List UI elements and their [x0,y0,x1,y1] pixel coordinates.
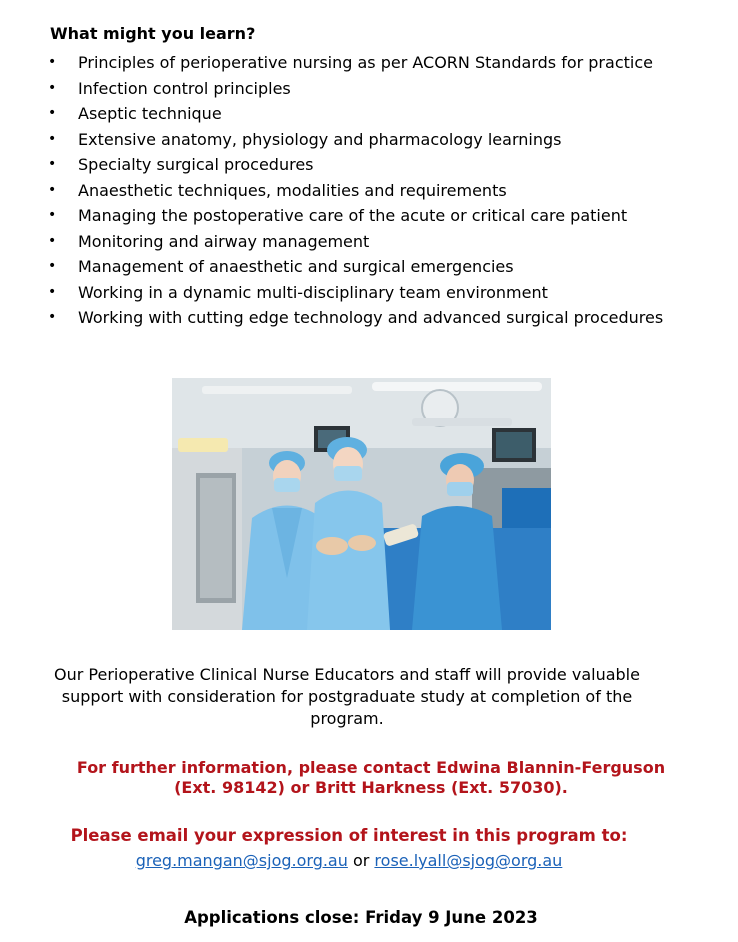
list-item [44,76,663,102]
list-item-text: Aseptic technique [78,104,222,123]
list-item-text: Monitoring and airway management [78,231,370,251]
learn-list [44,50,663,331]
bullet-icon: • [48,54,57,70]
support-line: program. [310,709,384,728]
list-item [44,178,663,204]
contact-info [0,758,738,798]
bullet-icon: • [48,79,57,96]
email-heading: Please email your expression of interest in this program to: [70,826,628,845]
email-line [0,850,698,872]
support-line: support with consideration for postgraduate study at completion of the [61,687,633,706]
support-line: Our Perioperative Clinical Nurse Educators and staff will provide valuable [54,665,640,684]
operating-theatre-photo [172,378,551,630]
learn-heading: What might you learn? [50,24,256,43]
list-item-text: Infection control principles [78,78,291,98]
list-item-text: Specialty surgical procedures [78,155,314,174]
list-item [44,203,663,229]
list-item-text: Management of anaesthetic and surgical emergencies [78,257,514,276]
list-item [44,254,663,280]
bullet-icon: • [48,156,57,172]
list-item-text: Extensive anatomy, physiology and pharmacology learnings [78,129,562,149]
contact-line: For further information, please contact Edwina Blannin-Ferguson [76,758,666,777]
email-separator: or [347,851,375,870]
list-item [44,229,663,255]
email-link-rose[interactable]: rose.lyall@sjog@org.au [374,851,563,870]
list-item [44,101,663,127]
bullet-icon: • [48,105,57,121]
bullet-icon: • [48,283,57,300]
email-link-greg[interactable]: greg.mangan@sjog.org.au [135,851,348,870]
list-item [44,127,663,153]
list-item [44,152,663,178]
bullet-icon: • [48,181,57,198]
list-item [44,305,663,331]
list-item-text: Anaesthetic techniques, modalities and requirements [78,180,507,200]
applications-close: Applications close: Friday 9 June 2023 [184,908,538,927]
bullet-icon: • [48,207,57,223]
list-item-text: Working in a dynamic multi-disciplinary team environment [78,282,548,302]
bullet-icon: • [48,232,57,249]
list-item-text: Managing the postoperative care of the acute or critical care patient [78,206,628,225]
bullet-icon: • [48,309,57,325]
list-item [44,280,663,306]
contact-line: (Ext. 98142) or Britt Harkness (Ext. 57030). [174,778,568,797]
bullet-icon: • [48,258,57,274]
support-paragraph [0,664,694,730]
list-item-text: Working with cutting edge technology and advanced surgical procedures [78,308,664,327]
list-item [44,50,663,76]
list-item-text: Principles of perioperative nursing as per ACORN Standards for practice [78,53,653,72]
operating-theatre-illustration [172,378,551,630]
bullet-icon: • [48,130,57,147]
